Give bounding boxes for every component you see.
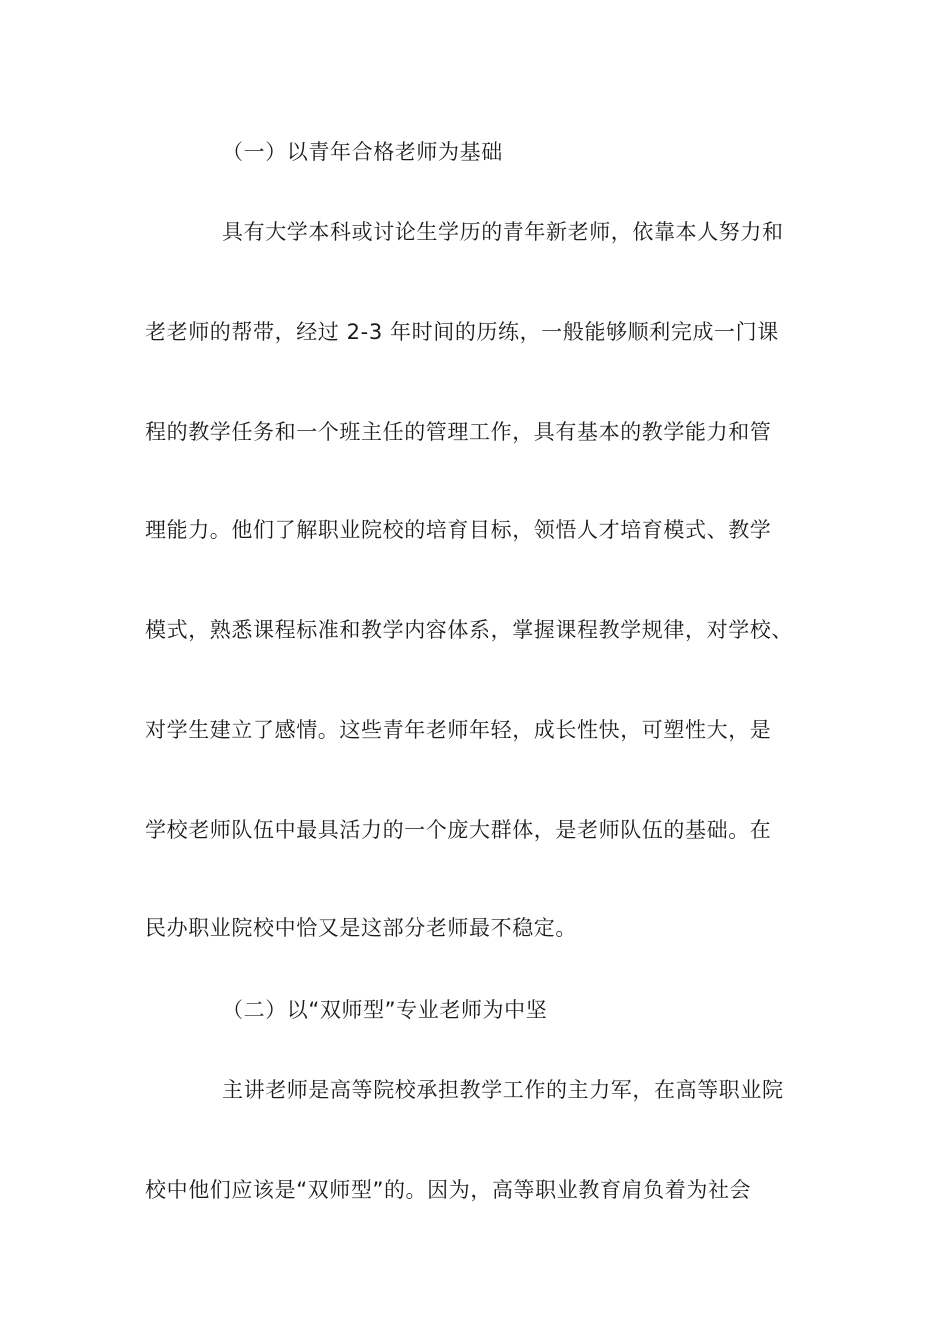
paragraph-line: 学校老师队伍中最具活力的一个庞大群体，是老师队伍的基础。在: [145, 818, 772, 842]
paragraph-line: 民办职业院校中恰又是这部分老师最不稳定。: [145, 916, 577, 940]
paragraph-line: 程的教学任务和一个班主任的管理工作，具有基本的教学能力和管: [145, 420, 772, 444]
section-heading-1: （一）以青年合格老师为基础: [222, 140, 503, 164]
section-heading-2: （二）以“双师型”专业老师为中坚: [222, 998, 548, 1022]
paragraph-line: 校中他们应该是“双师型”的。因为，高等职业教育肩负着为社会: [145, 1178, 752, 1202]
paragraph-line: 老老师的帮带，经过 2-3 年时间的历练，一般能够顺利完成一门课: [145, 320, 779, 344]
paragraph-line: 具有大学本科或讨论生学历的青年新老师，依靠本人努力和: [222, 220, 784, 244]
paragraph-line: 对学生建立了感情。这些青年老师年轻，成长性快，可塑性大，是: [145, 718, 772, 742]
paragraph-line: 模式，熟悉课程标准和教学内容体系，掌握课程教学规律，对学校、: [145, 618, 793, 642]
paragraph-line: 主讲老师是高等院校承担教学工作的主力军，在高等职业院: [222, 1078, 784, 1102]
paragraph-line: 理能力。他们了解职业院校的培育目标，领悟人才培育模式、教学: [145, 518, 772, 542]
